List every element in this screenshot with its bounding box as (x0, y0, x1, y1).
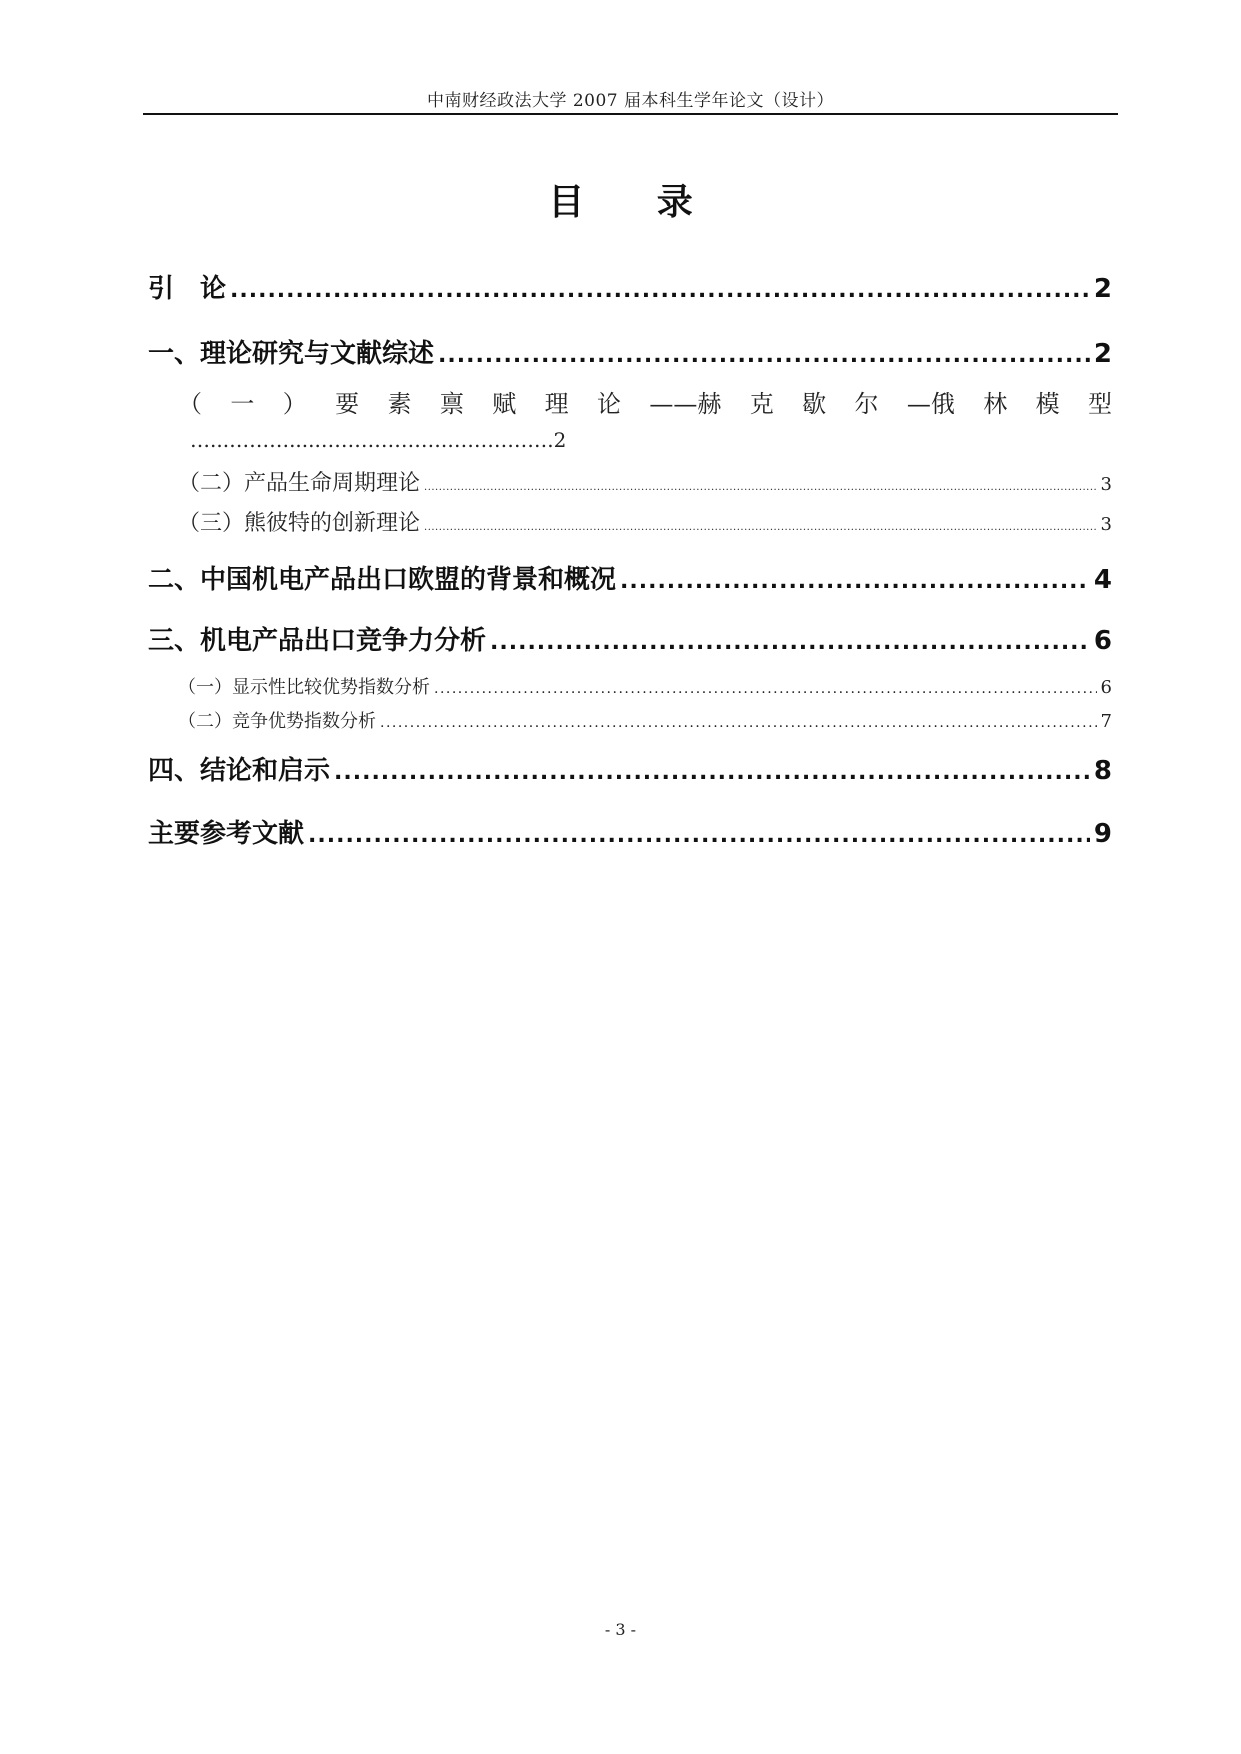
toc-entry-section-3-2[interactable] (178, 707, 1112, 733)
toc-leader-dots (380, 715, 1097, 731)
toc-entry-section-1-3[interactable] (178, 506, 1112, 537)
toc-entry-label: （一）显示性比较优势指数分析 (178, 677, 430, 698)
toc-entry-section-2[interactable] (148, 559, 1112, 596)
toc-entry-label: （二）产品生命周期理论 (178, 471, 421, 496)
toc-leader-dots (230, 278, 1090, 303)
toc-page-number: 7 (1100, 711, 1112, 732)
toc-leader-dots (490, 630, 1090, 655)
toc-leader-dots (434, 681, 1097, 697)
toc-entry-section-1[interactable] (148, 333, 1112, 370)
toc-entry-char: 一 (230, 390, 255, 418)
toc-entry-intro[interactable] (148, 268, 1112, 305)
toc-entry-char: 理 (544, 390, 569, 418)
toc-entry-label: 三、机电产品出口竞争力分析 (148, 626, 487, 656)
toc-entry-char: 尔 (854, 390, 879, 418)
toc-entry-label: 二、中国机电产品出口欧盟的背景和概况 (148, 565, 617, 595)
page-number-footer: - 3 - (604, 1620, 637, 1639)
toc-entry-char: 赋 (492, 390, 517, 418)
toc-entry-section-3-1[interactable] (178, 673, 1112, 699)
toc-entry-char: 林 (983, 390, 1008, 418)
toc-entry-label: （二）竞争优势指数分析 (178, 711, 376, 732)
toc-leader-dots (424, 482, 1097, 493)
toc-entry-char: 要 (335, 390, 360, 418)
toc-entry-section-3[interactable] (148, 620, 1112, 657)
toc-entry-char: （ (178, 390, 202, 418)
toc-entry-label: 四、结论和启示 (148, 756, 331, 786)
toc-page-number: 8 (1093, 756, 1112, 786)
toc-leader-dots (424, 522, 1097, 533)
toc-entry-label: 一、理论研究与文献综述 (148, 339, 435, 369)
toc-entry-char: 型 (1088, 390, 1112, 418)
toc-entry-section-1-1[interactable] (178, 384, 1112, 419)
toc-entry-label: 引 论 (148, 274, 227, 304)
toc-entry-char: 论 (597, 390, 621, 418)
toc-entry-section-4[interactable] (148, 750, 1112, 787)
toc-entry-references[interactable] (148, 813, 1112, 850)
toc-entry-char: 歇 (802, 390, 827, 418)
toc-page-number: 4 (1093, 565, 1112, 595)
toc-leader-dots (620, 569, 1090, 594)
toc-page-number: 6 (1093, 626, 1112, 656)
toc-entry-char: ） (282, 390, 307, 418)
toc-page-number: 3 (1100, 514, 1112, 535)
toc-entry-char: 素 (387, 390, 412, 418)
page-title: 目 录 (548, 182, 723, 223)
toc-leader-dots (438, 343, 1090, 368)
toc-entry-char: 克 (749, 390, 774, 418)
toc-entry-char: 模 (1035, 390, 1060, 418)
toc-page-number: 9 (1093, 819, 1112, 849)
toc-entry-char: ——赫 (649, 390, 722, 418)
toc-page-number: 3 (1100, 474, 1112, 495)
toc-entry-label: （三）熊彼特的创新理论 (178, 511, 421, 536)
toc-entry-section-1-2[interactable] (178, 466, 1112, 497)
toc-entry-char: —俄 (906, 390, 955, 418)
header-rule (143, 113, 1118, 115)
toc-entry-char: 禀 (439, 390, 464, 418)
toc-leader-dots (334, 760, 1090, 785)
toc-entry-section-1-1-continuation[interactable]: …...……….....……………….…………….2 (190, 428, 567, 452)
running-header: 中南财经政法大学 2007 届本科生学年论文（设计） (426, 91, 835, 111)
toc-page-number: 2 (1093, 339, 1112, 369)
toc-leader-dots (308, 823, 1090, 848)
toc-page-number: 6 (1100, 677, 1112, 698)
toc-page-number: 2 (1093, 274, 1112, 304)
toc-entry-label: 主要参考文献 (148, 819, 305, 849)
